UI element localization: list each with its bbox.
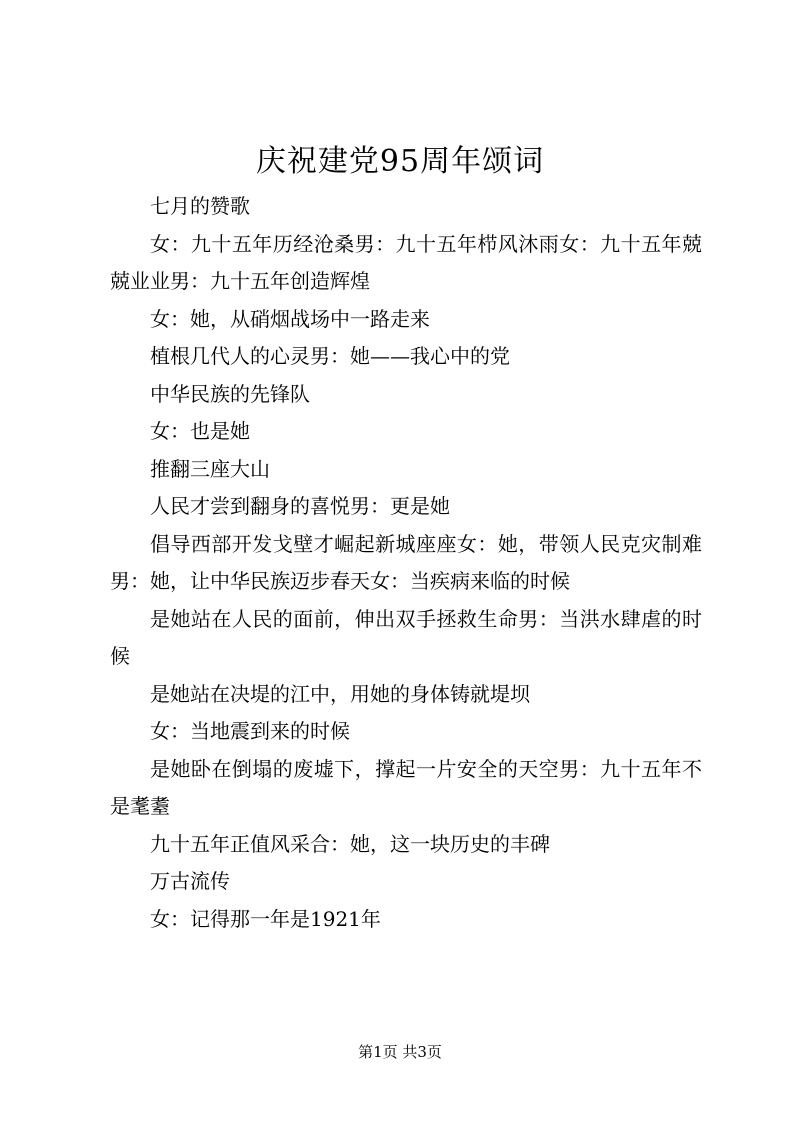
paragraph: 女：记得那一年是1921年 <box>150 906 381 931</box>
paragraph: 女：九十五年历经沧桑男：九十五年栉风沐雨女：九十五年兢兢业业男：九十五年创造辉煌 <box>110 231 702 293</box>
paragraph: 是她站在决堤的江中，用她的身体铸就堤坝 <box>150 681 530 706</box>
paragraph: 七月的赞歌 <box>150 194 250 218</box>
paragraph: 万古流传 <box>150 869 230 893</box>
paragraph: 中华民族的先锋队 <box>150 381 310 406</box>
paragraph: 推翻三座大山 <box>150 456 270 481</box>
paragraph: 女：当地震到来的时候 <box>150 719 350 743</box>
paragraph: 植根几代人的心灵男：她——我心中的党 <box>150 344 510 368</box>
paragraph: 九十五年正值风采合：她，这一块历史的丰碑 <box>150 831 550 856</box>
page-number-footer: 第1页 共3页 <box>358 1043 442 1061</box>
document-body <box>110 188 702 938</box>
paragraph: 倡导西部开发戈壁才崛起新城座座女：她，带领人民克灾制难男：她，让中华民族迈步春天女：当疾病来临的时候 <box>110 531 702 593</box>
paragraph: 是她站在人民的面前，伸出双手拯救生命男：当洪水肆虐的时候 <box>110 606 702 668</box>
paragraph: 人民才尝到翻身的喜悦男：更是她 <box>150 494 450 518</box>
paragraph: 是她卧在倒塌的废墟下，撑起一片安全的天空男：九十五年不是耄耋 <box>110 756 702 818</box>
paragraph: 女：也是她 <box>150 419 250 443</box>
document-title: 庆祝建党95周年颂词 <box>255 144 545 179</box>
paragraph: 女：她，从硝烟战场中一路走来 <box>150 306 430 331</box>
